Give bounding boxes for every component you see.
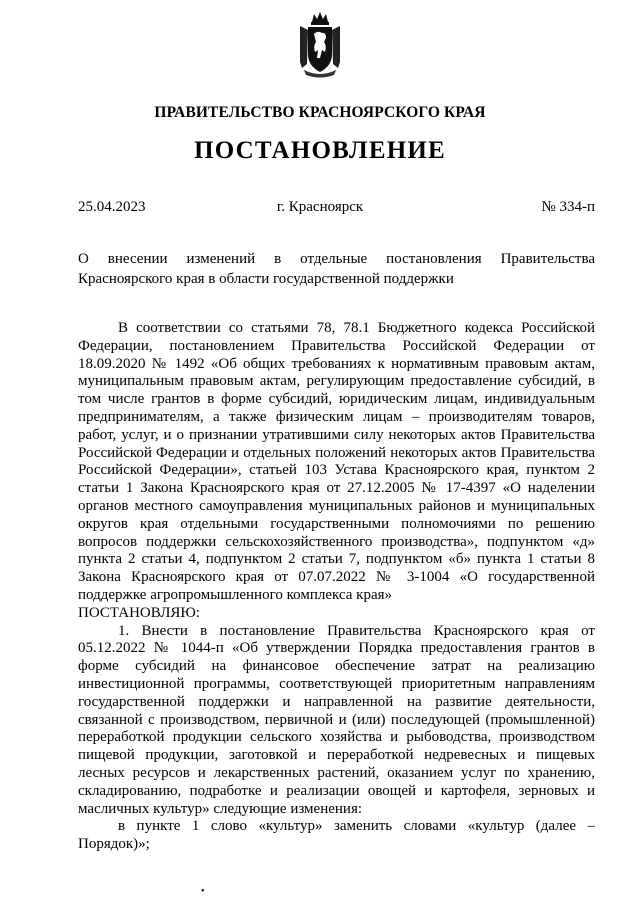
decree-word: ПОСТАНОВЛЯЮ: bbox=[78, 604, 200, 621]
preamble-paragraph: В соответствии со статьями 78, 78.1 Бюджетного кодекса Российской Федерации, постановлением Правительства Российской Федерации от 18.09.2020 № 1492 «Об общих требованиях к нормативным правовым актам, муниципальным правовым актам, регулирующим предоставление субсидий, в том числе грантов в форме субсидий, юридическим лицам, индивидуальным предпринимателям, а также физическим лицам – производителям товаров, работ, услуг, и о признании утратившими силу некоторых актов Правительства Российской Федерации и отдельных положений некоторых актов Правительства Российской Федерации», статьей 103 Устава Красноярского края, пунктом 2 статьи 1 Закона Красноярского края от 27.12.2005 № 17-4397 «О наделении органов местного самоуправления муниципальных районов и муниципальных округов края отдельными государственными полномочиями по решению вопросов поддержки сельскохозяйственного производства», подпунктом «д» пункта 2 статьи 4, подпунктом 2 статьи 7, подпунктом «б» пункта 1 статьи 8 Закона Красноярского края от 07.07.2022 № 3-1004 «О государственной поддержке агропромышленного комплекса края» bbox=[78, 320, 595, 603]
document-subject: О внесении изменений в отдельные постановления Правительства Красноярского края в области государственной поддержки bbox=[78, 251, 595, 287]
organization-title: ПРАВИТЕЛЬСТВО КРАСНОЯРСКОГО КРАЯ bbox=[154, 104, 486, 121]
item-1-paragraph: 1. Внести в постановление Правительства Красноярского края от 05.12.2022 № 1044-п «Об утверждении Порядка предоставления грантов в форме субсидий на финансовое обеспечение затрат на реализацию инвестиционной программы, соответствующей приоритетным направлениям государственной поддержки и направленной на развитие деятельности, связанной с производством, первичной и (или) последующей (промышленной) переработкой продукции сельского хозяйства и рыбоводства, производством пищевой продукции, заготовкой и переработкой недревесных и пищевых лесных ресурсов и лекарственных растений, оказанием услуг по хранению, складированию, подработке и реализации овощей и картофеля, зерновых и масличных культур» следующие изменения: bbox=[78, 622, 595, 817]
coat-of-arms-icon bbox=[298, 12, 342, 80]
item-1-subparagraph: в пункте 1 слово «культур» заменить словами «культур (далее – Порядок)»; bbox=[78, 818, 595, 853]
document-date: 25.04.2023 bbox=[78, 199, 146, 215]
document-city: г. Красноярск bbox=[276, 199, 364, 215]
page-dot-mark: • bbox=[201, 886, 205, 897]
document-type-title: ПОСТАНОВЛЕНИЕ bbox=[194, 137, 446, 164]
document-body bbox=[78, 320, 595, 854]
document-number: № 334-п bbox=[541, 199, 595, 215]
